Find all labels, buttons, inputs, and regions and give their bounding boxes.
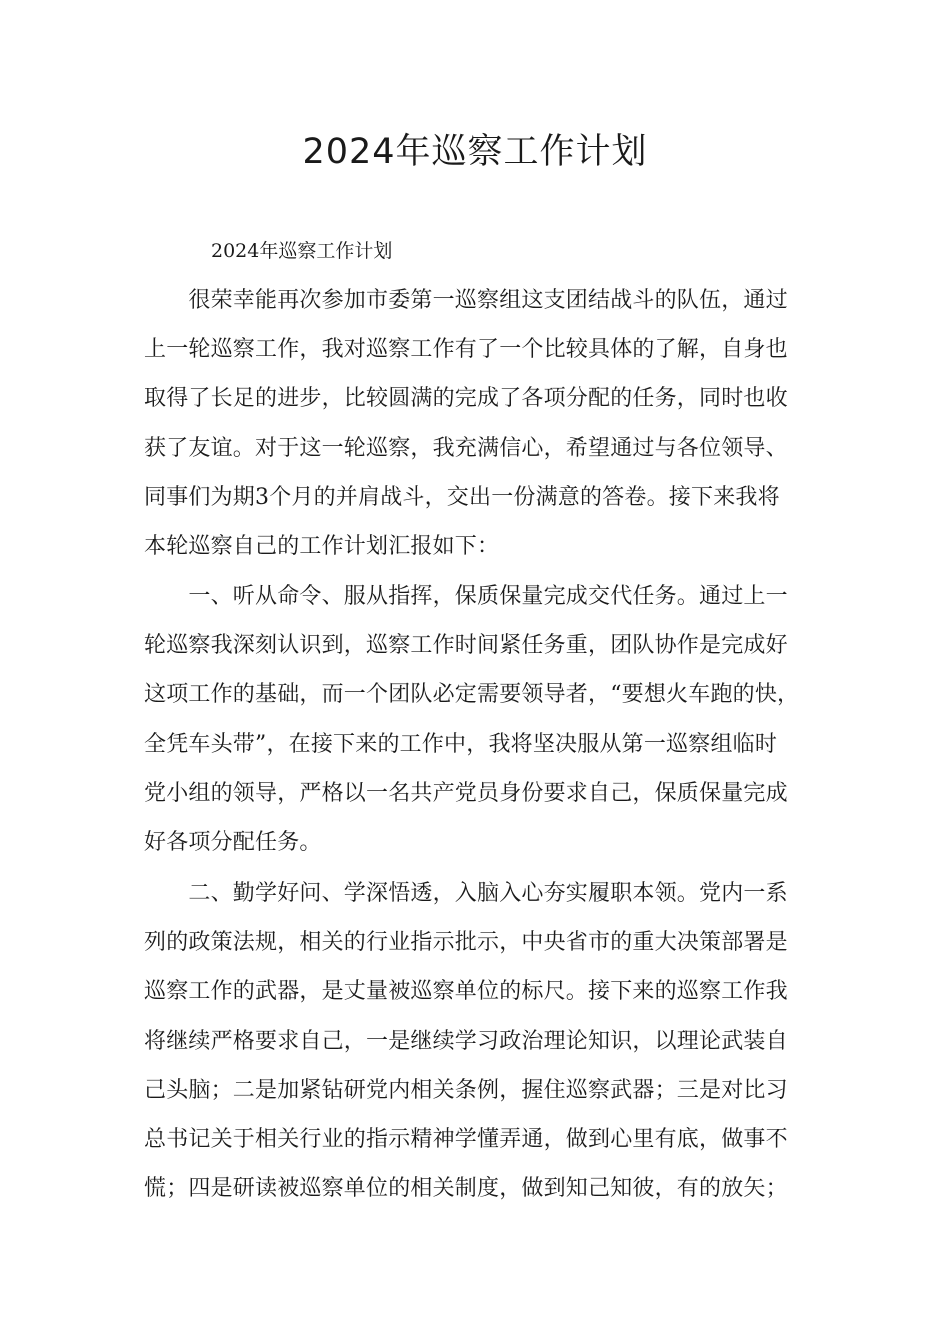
paragraph-section-two bbox=[144, 879, 812, 1223]
text-line: 这项工作的基础，而一个团队必定需要领导者，“要想火车跑的快， bbox=[144, 682, 800, 708]
text-line: 将继续严格要求自己，一是继续学习政治理论知识，以理论武装自 bbox=[144, 1028, 788, 1054]
text-line: 慌；四是研读被巡察单位的相关制度，做到知己知彼，有的放矢； bbox=[144, 1176, 788, 1202]
text-line: 本轮巡察自己的工作计划汇报如下： bbox=[144, 533, 500, 559]
text-line: 轮巡察我深刻认识到，巡察工作时间紧任务重，团队协作是完成好 bbox=[144, 633, 788, 659]
document-title: 2024年巡察工作计划 bbox=[302, 132, 648, 172]
text-line: 很荣幸能再次参加市委第一巡察组这支团结战斗的队伍，通过 bbox=[144, 288, 788, 313]
text-line: 党小组的领导，严格以一名共产党员身份要求自己，保质保量完成 bbox=[144, 780, 788, 806]
text-line: 同事们为期3个月的并肩战斗，交出一份满意的答卷。接下来我将 bbox=[144, 484, 780, 510]
text-line: 己头脑；二是加紧钻研党内相关条例，握住巡察武器；三是对比习 bbox=[144, 1077, 788, 1103]
paragraph-section-one bbox=[144, 582, 812, 877]
text-line: 列的政策法规，相关的行业指示批示，中央省市的重大决策部署是 bbox=[144, 930, 788, 956]
text-line: 二、勤学好问、学深悟透，入脑入心夯实履职本领。党内一系 bbox=[144, 881, 788, 906]
document-subtitle: 2024年巡察工作计划 bbox=[211, 240, 393, 262]
text-line: 取得了长足的进步，比较圆满的完成了各项分配的任务，同时也收 bbox=[144, 386, 788, 412]
paragraph-intro bbox=[144, 286, 812, 581]
text-line: 好各项分配任务。 bbox=[144, 829, 322, 855]
text-line: 总书记关于相关行业的指示精神学懂弄通，做到心里有底，做事不 bbox=[144, 1126, 788, 1152]
text-line: 一、听从命令、服从指挥，保质保量完成交代任务。通过上一 bbox=[144, 584, 788, 609]
text-line: 全凭车头带”，在接下来的工作中，我将坚决服从第一巡察组临时 bbox=[144, 731, 778, 757]
text-line: 获了友谊。对于这一轮巡察，我充满信心，希望通过与各位领导、 bbox=[144, 435, 788, 461]
text-line: 巡察工作的武器，是丈量被巡察单位的标尺。接下来的巡察工作我 bbox=[144, 979, 788, 1005]
text-line: 上一轮巡察工作，我对巡察工作有了一个比较具体的了解，自身也 bbox=[144, 337, 788, 363]
